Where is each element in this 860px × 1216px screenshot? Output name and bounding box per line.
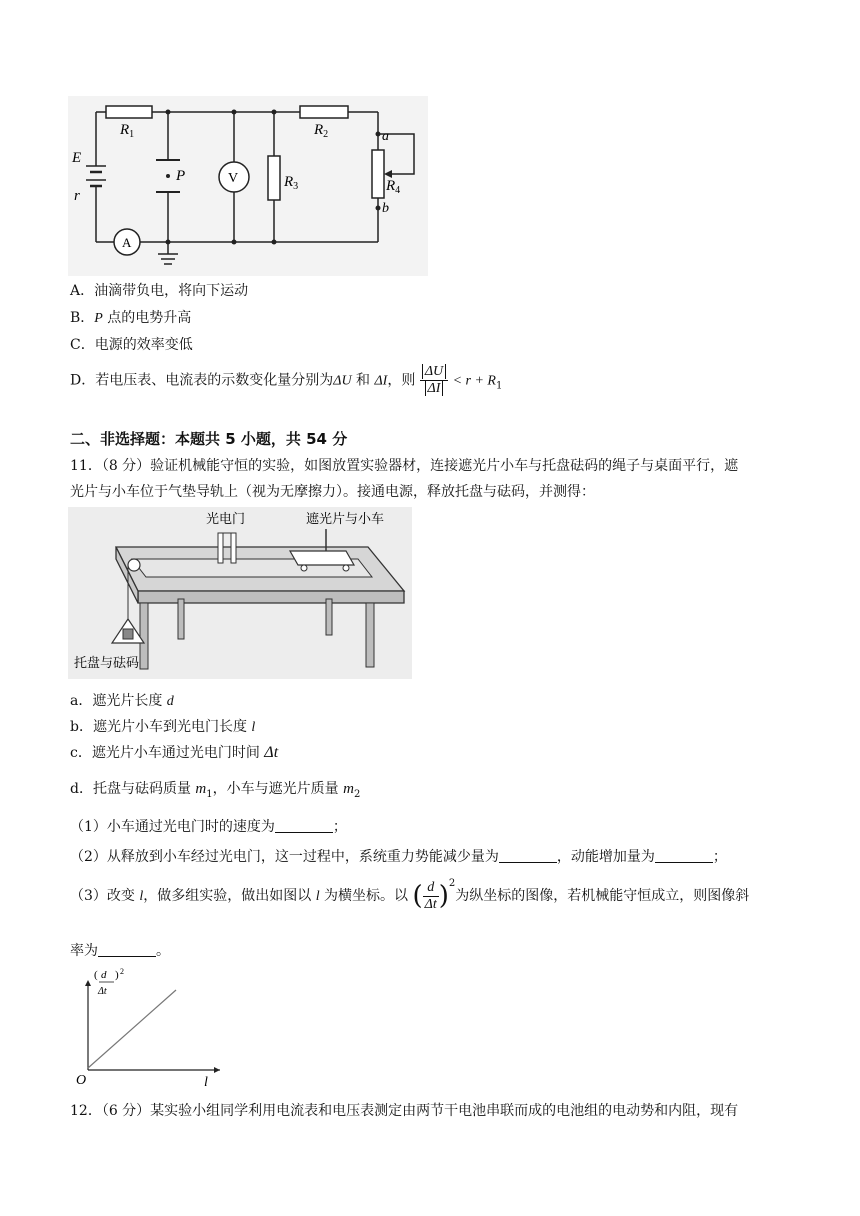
y-axis-paren-right: ) bbox=[115, 969, 119, 981]
answer-blank-2[interactable] bbox=[499, 848, 557, 863]
answer-blank-3[interactable] bbox=[655, 848, 713, 863]
q12-line1: 12．（6 分）某实验小组同学利用电流表和电压表测定由两节干电池串联而成的电池组的电动势和内阻，现有 bbox=[70, 1103, 739, 1119]
option-a: A．油滴带负电，将向下运动 bbox=[70, 283, 249, 299]
sub-question-1: （1）小车通过光电门时的速度为 ； bbox=[70, 819, 347, 835]
label-r4: $R_4$ bbox=[386, 178, 401, 196]
label-a: a bbox=[382, 129, 389, 144]
label-r3: $R_3$ bbox=[284, 174, 299, 192]
delta-u: ΔU bbox=[333, 373, 352, 389]
label-b: b bbox=[382, 201, 389, 216]
origin-label: O bbox=[76, 1073, 87, 1088]
sub-question-2: （2）从释放到小车经过光电门，这一过程中，系统重力势能减少量为 ，动能增加量为 ； bbox=[70, 849, 727, 865]
q11-line1: 11．（8 分）验证机械能守恒的实验，如图放置实验器材，连接遮光片小车与托盘砝码的绳子与桌面平行，遮 bbox=[70, 458, 739, 474]
option-c: C．电源的效率变低 bbox=[70, 337, 193, 353]
y-axis-den: Δt bbox=[98, 986, 107, 997]
label-e: E bbox=[72, 150, 82, 166]
option-b: B．P 点的电势升高 bbox=[70, 310, 192, 326]
linear-graph bbox=[68, 968, 228, 1092]
item-d: d．托盘与砝码质量 $m_1$，小车与遮光片质量 $m_2$ bbox=[70, 781, 361, 800]
label-r: r bbox=[74, 188, 80, 204]
y-axis-paren-left: ( bbox=[94, 969, 98, 981]
answer-blank-4[interactable] bbox=[98, 942, 156, 957]
item-a: a．遮光片长度 d bbox=[70, 693, 174, 709]
voltmeter-label: V bbox=[228, 171, 239, 186]
label-r2: $R_2$ bbox=[314, 122, 329, 140]
gate-label: 光电门 bbox=[206, 511, 246, 526]
apparatus-figure bbox=[68, 507, 412, 679]
sub-question-3-cont: 率为 。 bbox=[70, 943, 170, 959]
q11-line2: 光片与小车位于气垫导轨上（视为无摩擦力）。接通电源，释放托盘与砝码，并测得： bbox=[70, 484, 595, 500]
inequality: < r + R bbox=[452, 373, 496, 389]
d-over-dt: $\frac{d}{\Delta t}$ bbox=[424, 879, 437, 912]
ammeter-label: A bbox=[122, 235, 132, 250]
label-p: P bbox=[176, 168, 186, 184]
y-axis-num: d bbox=[101, 969, 107, 981]
item-b: b．遮光片小车到光电门长度 l bbox=[70, 719, 256, 735]
tray-label: 托盘与砝码 bbox=[74, 655, 140, 670]
answer-blank-1[interactable] bbox=[275, 818, 333, 833]
label-r1: $R_1$ bbox=[120, 122, 135, 140]
section-heading: 二、非选择题：本题共 5 小题，共 54 分 bbox=[70, 430, 348, 448]
sub-question-3: （3）改变 l，做多组实验，做出如图以 l 为横坐标。以 ( $\frac{d}{\Delta t}$ )$^2$为纵坐标的图像，若机械能守恒成立，则图像斜 bbox=[70, 878, 750, 912]
delta-i: ΔI bbox=[374, 373, 388, 389]
option-d: D．若电压表、电流表的示数变化量分别为ΔU 和 ΔI，则 $\frac{\Delta U}{\Delta I}$ < $r + R_1$ bbox=[70, 364, 503, 396]
y-axis-sq: 2 bbox=[120, 968, 124, 976]
item-c: c．遮光片小车通过光电门时间 Δt bbox=[70, 744, 279, 761]
cart-label: 遮光片与小车 bbox=[306, 511, 385, 526]
circuit-diagram bbox=[68, 96, 428, 276]
x-axis-label: l bbox=[204, 1075, 208, 1090]
ratio-fraction: $\frac{\Delta U}{\Delta I}$ bbox=[420, 364, 448, 397]
